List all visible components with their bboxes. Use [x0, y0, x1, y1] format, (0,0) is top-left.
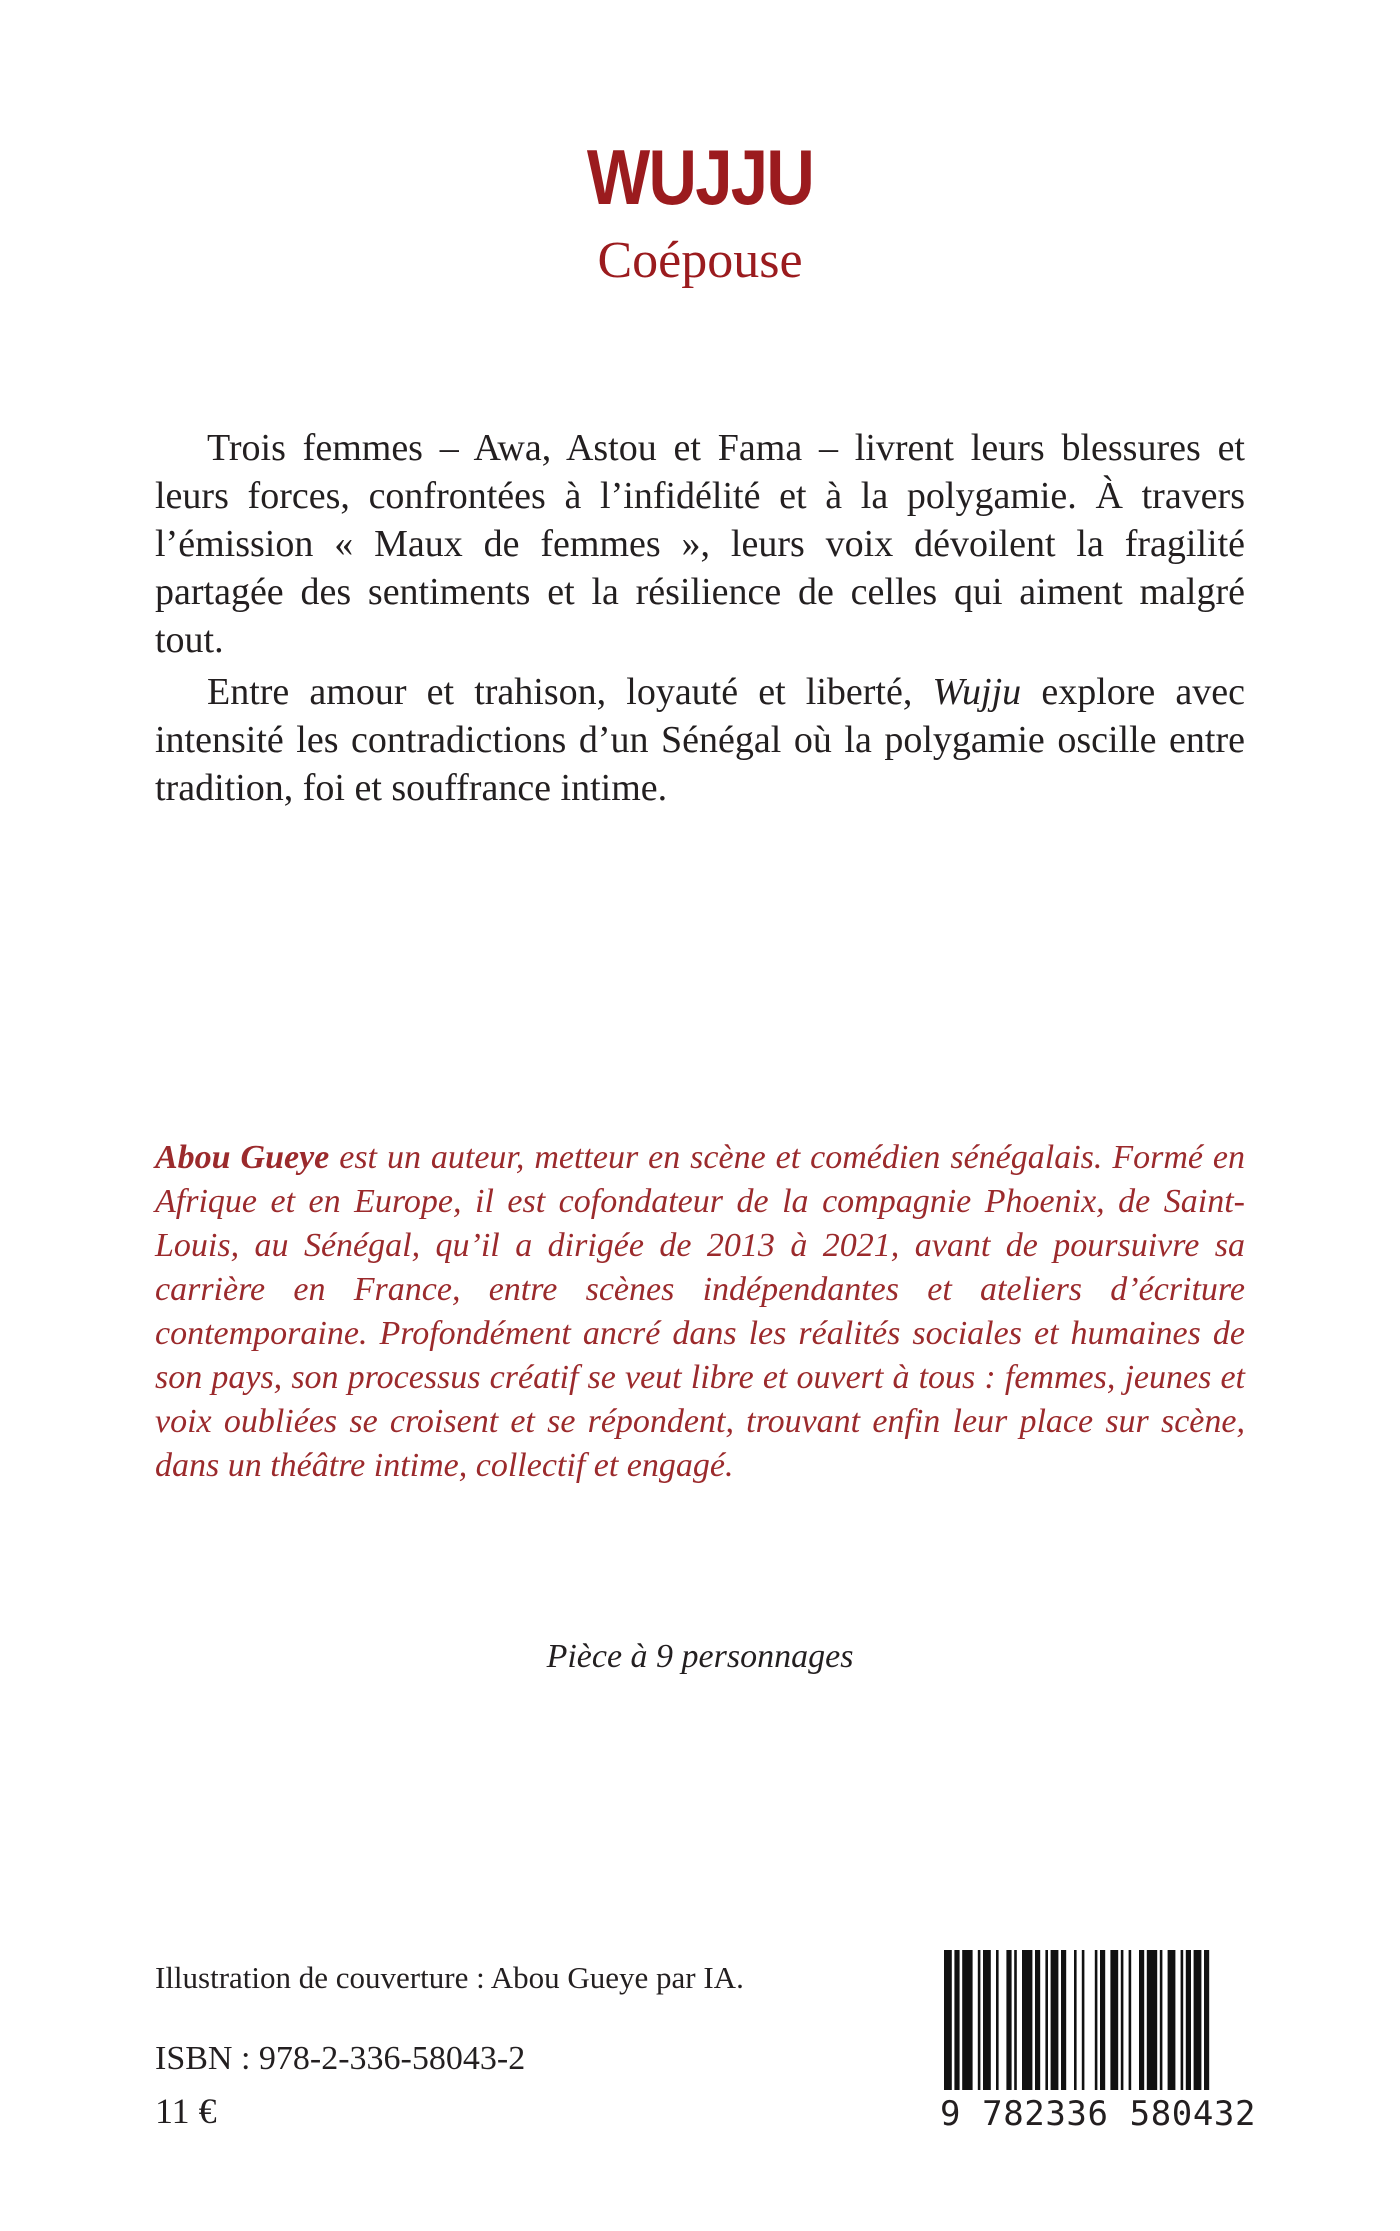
cover-credit: Illustration de couverture : Abou Gueye par IA.	[155, 1960, 744, 1995]
summary-paragraph-2-start: Entre amour et trahison, loyauté et liberté,	[207, 671, 933, 713]
barcode-bar	[978, 1950, 981, 2090]
barcode-bar	[1129, 1950, 1132, 2090]
barcode-bar	[1147, 1950, 1157, 2090]
barcode-bar	[1035, 1950, 1040, 2090]
barcode-bar	[1100, 1950, 1105, 2090]
book-title: WUJJU	[586, 133, 814, 221]
barcode-bar	[944, 1950, 952, 2090]
barcode-bar	[996, 1950, 999, 2090]
barcode-bar	[1022, 1950, 1032, 2090]
barcode-bar	[1204, 1950, 1209, 2090]
barcode-bar	[954, 1950, 959, 2090]
isbn-number: ISBN : 978-2-336-58043-2	[155, 2040, 526, 2077]
barcode-bar	[1139, 1950, 1144, 2090]
barcode-bar	[983, 1950, 991, 2090]
characters-note: Pièce à 9 personnages	[546, 1638, 854, 1675]
summary-paragraph-2	[155, 668, 1245, 812]
barcode-bar	[1014, 1950, 1017, 2090]
barcode-bar	[1121, 1950, 1124, 2090]
barcode-bar	[1061, 1950, 1066, 2090]
price: 11 €	[155, 2091, 217, 2131]
barcode-bar	[1082, 1950, 1085, 2090]
barcode-bar	[1194, 1950, 1202, 2090]
author-bio-text: est un auteur, metteur en scène et comédien sénégalais. Formé en Afrique et en Europe, il est cofondateur de la compagnie Phoenix, de Saint-Louis, au Sénégal, qu’il a dirigée de 2013 à 2021, avant de poursuivre sa carrière en France, entre scènes indépendantes et ateliers d’écriture contemporaine. Profondément ancré dans les réalités sociales et humaines de son pays, son processus créatif se veut libre et ouvert à tous : femmes, jeunes et voix oubliées se croisent et se répondent, trouvant enfin leur place sur scène, dans un théâtre intime, collectif et engagé.	[155, 1139, 1245, 1484]
summary-paragraph-1: Trois femmes – Awa, Astou et Fama – livrent leurs blessures et leurs forces, confrontées à l’infidélité et à la polygamie. À travers l’émission « Maux de femmes », leurs voix dévoilent la fragilité partagée des sentiments et la résilience de celles qui aiment malgré tout.	[155, 427, 1245, 661]
barcode-bar	[1051, 1950, 1059, 2090]
barcode-bar	[1186, 1950, 1191, 2090]
barcode-bar	[962, 1950, 972, 2090]
author-bio	[155, 1136, 1245, 1488]
summary-book-title: Wujju	[932, 671, 1022, 713]
barcode-bar	[1181, 1950, 1184, 2090]
barcode	[940, 1950, 1257, 2140]
barcode-bar	[1095, 1950, 1098, 2090]
barcode-bar	[1045, 1950, 1048, 2090]
barcode-bars	[940, 1950, 1250, 2100]
barcode-bar	[1160, 1950, 1163, 2090]
barcode-bar	[1006, 1950, 1011, 2090]
summary-paragraph-2-end: explore avec intensité les contradictions d’un Sénégal où la polygamie oscille entre tradition, foi et souffrance intime.	[155, 671, 1246, 809]
author-name: Abou Gueye	[155, 1139, 330, 1176]
barcode-bar	[1168, 1950, 1176, 2090]
barcode-digits: 9 782336 580432	[940, 2094, 1257, 2134]
book-subtitle: Coépouse	[597, 232, 803, 289]
barcode-bar	[1110, 1950, 1118, 2090]
barcode-bar	[1074, 1950, 1077, 2090]
summary-block	[155, 424, 1245, 816]
